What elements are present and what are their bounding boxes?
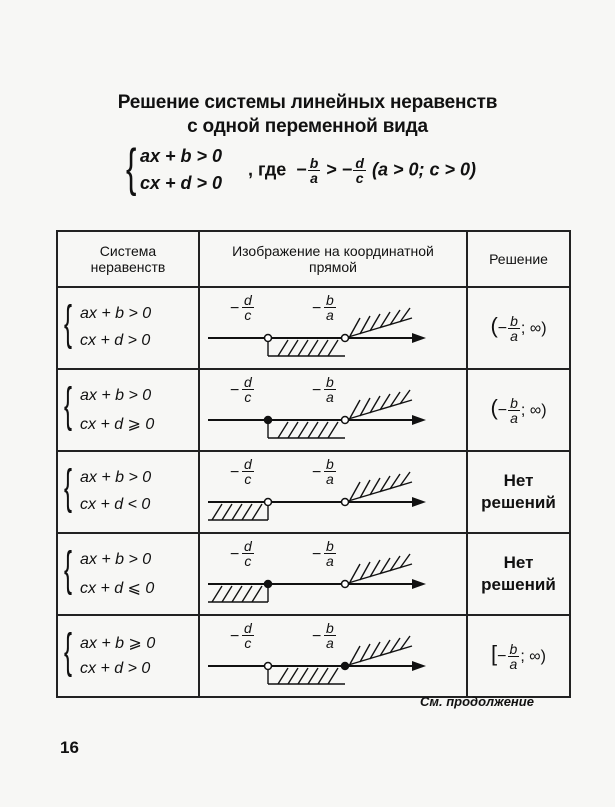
page-number: 16 xyxy=(60,738,79,757)
system-eq-1: ax + b > 0 xyxy=(140,146,223,166)
system-formula xyxy=(126,139,526,200)
header-system: Система неравенств xyxy=(57,231,199,287)
number-line xyxy=(200,288,446,368)
heading-line-1: Решение системы линейных неравенств xyxy=(117,92,498,113)
number-line xyxy=(200,616,446,696)
solutions-table xyxy=(56,230,571,698)
table-row xyxy=(57,451,570,533)
fraction-d-c: $\frac{d}{c}$ xyxy=(355,155,364,186)
row-system: { ax + b ⩾ 0 cx + d > 0 xyxy=(57,615,199,697)
heading-line-2: с одной переменной вида xyxy=(187,116,428,137)
row-system: { ax + b > 0 cx + d < 0 xyxy=(57,451,199,533)
row-solution: Нет решений xyxy=(467,533,570,615)
table-header-row xyxy=(57,231,570,287)
system-brace: { xyxy=(126,139,137,197)
table-row xyxy=(57,533,570,615)
table-row xyxy=(57,369,570,451)
table-row xyxy=(57,287,570,369)
number-line-cell: − d c − b a xyxy=(199,533,467,615)
table-row xyxy=(57,615,570,697)
where-text: , где xyxy=(248,159,287,180)
number-line xyxy=(200,370,446,450)
number-line xyxy=(200,534,446,614)
system-condition: , где − $\frac{b}{a}$ > − $\frac{d}{c}$ (a > 0; c > 0) xyxy=(248,155,477,186)
fraction-b-a: $\frac{b}{a}$ xyxy=(309,155,319,186)
continuation-note: См. продолжение xyxy=(420,694,534,709)
number-line-cell: − d c − b a xyxy=(199,451,467,533)
row-solution: (− $\frac{b}{a}$ ; ∞) xyxy=(467,369,570,451)
system-eq-2: cx + d > 0 xyxy=(140,173,223,193)
row-solution: [− $\frac{b}{a}$ ; ∞) xyxy=(467,615,570,697)
row-system: { ax + b > 0 cx + d ⩽ 0 xyxy=(57,533,199,615)
number-line-cell: − d c − b a xyxy=(199,615,467,697)
number-line xyxy=(200,452,446,532)
row-solution: Нет решений xyxy=(467,451,570,533)
row-system: { ax + b > 0 cx + d > 0 xyxy=(57,287,199,369)
row-solution: (− $\frac{b}{a}$ ; ∞) xyxy=(467,287,570,369)
header-solution: Решение xyxy=(467,231,570,287)
condition-text: (a > 0; c > 0) xyxy=(371,159,477,180)
number-line-cell: − d c − b a xyxy=(199,287,467,369)
number-line-cell: − d c − b a xyxy=(199,369,467,451)
row-system: { ax + b > 0 cx + d ⩾ 0 xyxy=(57,369,199,451)
header-image: Изображение на координатной прямой xyxy=(199,231,467,287)
gt-sign: > xyxy=(326,159,337,180)
